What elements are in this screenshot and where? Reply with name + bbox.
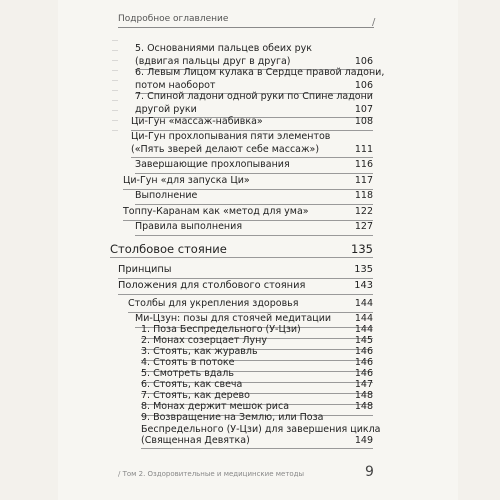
toc-entry-line: Принципы xyxy=(118,264,172,275)
toc-entry-line: 8. Монах держит мешок риса xyxy=(141,401,290,412)
toc-entry-line: Топпу-Каранам как «метод для ума» xyxy=(123,206,309,217)
toc-entry-line: 6. Стоять, как свеча xyxy=(141,379,243,390)
toc-entry-title xyxy=(118,264,172,277)
toc-entry-page: 144 xyxy=(354,298,373,309)
toc-entry-title xyxy=(118,280,305,293)
toc-entry-rule xyxy=(135,235,373,236)
toc-entry-rule xyxy=(110,257,373,258)
toc-entry-title xyxy=(131,131,330,156)
toc-entry-line: Столбовое стояние xyxy=(110,242,227,256)
toc-entry-page: 127 xyxy=(354,221,373,232)
toc-entry-title xyxy=(135,43,312,68)
toc-entry-title xyxy=(110,242,227,256)
page-number: 9 xyxy=(365,464,374,480)
toc-entry-line: 3. Стоять, как журавль xyxy=(141,346,258,357)
toc-entry-page: 106 xyxy=(354,55,373,67)
toc-entry-page: 135 xyxy=(354,264,373,275)
toc-entry-title xyxy=(131,116,263,129)
toc-entry-line: 2. Монах созерцает Луну xyxy=(141,335,268,346)
toc-entry-line: 9. Возвращение на Землю, или Поза xyxy=(141,412,324,423)
toc-entry-rule xyxy=(118,294,373,295)
toc-entry-page: 149 xyxy=(354,435,373,446)
toc-entry-title xyxy=(128,298,298,311)
toc-entry-line: (Священная Девятка) xyxy=(141,435,250,446)
header-slash: / xyxy=(372,17,376,28)
toc-entry-line: Ци-Гун прохлопывания пяти элементов xyxy=(131,131,331,142)
running-header: Подробное оглавление xyxy=(118,14,229,24)
toc-entry-page: 148 xyxy=(354,390,373,401)
toc-entry-line: 4. Стоять в потоке xyxy=(141,357,235,368)
toc-entry-page: 111 xyxy=(354,143,373,155)
toc-entry-title xyxy=(135,190,197,203)
toc-entry-line: Столбы для укрепления здоровья xyxy=(128,298,299,309)
bleed-through-marks xyxy=(112,40,118,132)
toc-entry-rule xyxy=(131,157,373,158)
toc-entry-line: Завершающие прохлопывания xyxy=(135,159,290,170)
toc-entry-page: 144 xyxy=(354,313,373,324)
toc-entry-page: 117 xyxy=(354,175,373,186)
toc-entry-line: (вдвигая пальцы друг в друга) xyxy=(135,55,291,67)
toc-entry-page: 106 xyxy=(354,79,373,91)
toc-entry-page: 122 xyxy=(354,206,373,217)
toc-entry-rule xyxy=(141,448,373,449)
toc-entry-page: 116 xyxy=(354,159,373,170)
toc-entry-page: 147 xyxy=(354,379,373,390)
toc-entry-title xyxy=(141,412,381,447)
toc-entry-page: 108 xyxy=(354,116,373,127)
toc-entry-line: («Пять зверей делают себе массаж») xyxy=(131,143,320,155)
toc-entry-line: 5. Основаниями пальцев обеих рук xyxy=(135,43,313,54)
toc-entry-page: 146 xyxy=(354,346,373,357)
toc-entry-page: 143 xyxy=(354,280,373,291)
toc-entry-title xyxy=(123,206,309,219)
toc-entry-line: потом наоборот xyxy=(135,79,216,91)
toc-entry-line: 7. Стоять, как дерево xyxy=(141,390,250,401)
toc-entry-line: 6. Левым Лицом кулака в Сердце правой ладони, xyxy=(135,67,385,78)
toc-entry-line: Выполнение xyxy=(135,190,198,201)
toc-entry-line: другой руки xyxy=(135,103,197,115)
toc-entry-page: 107 xyxy=(354,103,373,115)
running-footer: / Том 2. Оздоровительные и медицинские методы xyxy=(118,470,305,478)
toc-entry-title xyxy=(135,159,290,172)
toc-entry-page: 118 xyxy=(354,190,373,201)
toc-entry-line: Ми-Цзун: позы для стоячей медитации xyxy=(135,313,332,324)
toc-entry-line: Правила выполнения xyxy=(135,221,243,232)
toc-entry-rule xyxy=(118,278,373,279)
toc-entry-page: 135 xyxy=(351,242,373,256)
toc-entry-line: Беспредельного (У-Цзи) для завершения цикла xyxy=(141,423,381,435)
toc-entry-page: 148 xyxy=(354,401,373,412)
toc-entry-page: 146 xyxy=(354,357,373,368)
toc-entry-page: 144 xyxy=(354,324,373,335)
toc-entry-rule xyxy=(135,204,373,205)
toc-entry-page: 146 xyxy=(354,368,373,379)
toc-entry-line: 5. Смотреть вдаль xyxy=(141,368,234,379)
toc-entry-line: 7. Спиной ладони одной руки по Спине ладони xyxy=(135,91,373,102)
toc-entry-line: 1. Поза Беспредельного (У-Цзи) xyxy=(141,324,301,335)
toc-entry-title xyxy=(135,221,242,234)
toc-entry-page: 145 xyxy=(354,335,373,346)
header-rule xyxy=(118,27,374,28)
toc-entry-rule xyxy=(135,173,373,174)
toc-entry-title xyxy=(135,91,373,116)
toc-entry-line: Ци-Гун «для запуска Ци» xyxy=(123,175,250,186)
toc-entry-line: Ци-Гун «массаж-набивка» xyxy=(131,116,263,127)
toc-entry-title xyxy=(135,67,384,92)
toc-entry-title xyxy=(123,175,250,188)
toc-entry-line: Положения для столбового стояния xyxy=(118,280,306,291)
